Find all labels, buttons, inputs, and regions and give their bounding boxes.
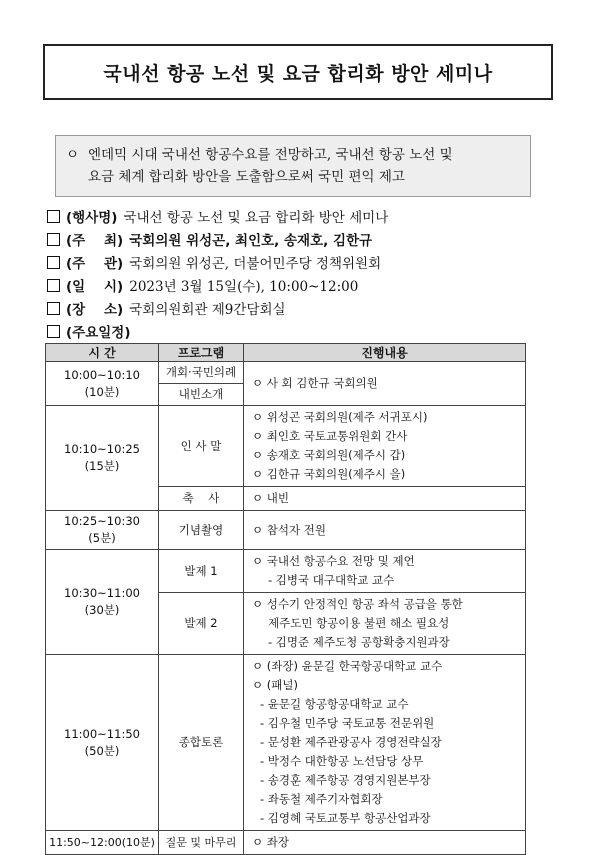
table-row [46,831,526,855]
time-range: 10:30~11:00 [64,586,140,600]
header-time: 시 간 [46,344,159,362]
content-line: ㅇ (패널) [252,678,298,692]
table-row [46,655,526,831]
content-cell [244,511,526,550]
info-value: 국회의원 위성곤, 더불어민주당 정책위원회 [129,256,382,272]
content-line: - 박정수 대한항공 노선담당 상무 [260,754,424,768]
checkbox-icon [47,210,60,223]
info-value: 2023년 3월 15일(수), 10:00~12:00 [129,279,359,295]
content-cell [244,593,526,655]
content-line: 제주도민 항공이용 불편 해소 필요성 [268,616,450,630]
summary-box [55,135,531,197]
content-line: - 김병국 대구대학교 교수 [268,573,395,587]
content-line: ㅇ 참석자 전원 [252,522,326,537]
table-row [46,362,526,384]
checkbox-icon [47,233,60,246]
info-key: (장 소) [66,302,124,318]
content-line: ㅇ 최인호 국토교통위원회 간사 [252,429,408,443]
content-cell [244,487,526,511]
info-venue [47,298,286,318]
content-line: - 문성환 제주관광공사 경영전략실장 [260,735,442,749]
content-line: - 김영혜 국토교통부 항공산업과장 [260,811,431,825]
info-organizer [47,252,381,272]
program-cell: 발제 1 [159,550,244,593]
header-content: 진행내용 [244,344,526,362]
program-cell: 발제 2 [159,593,244,655]
table-row [46,406,526,487]
info-event-name [47,206,388,226]
info-value: 국회의원회관 제9간담회실 [129,302,286,318]
content-line: - 송경훈 제주항공 경영지원본부장 [260,773,431,787]
program-cell: 인 사 말 [159,406,244,487]
content-line: - 윤문길 항공항공대학교 교수 [260,697,409,711]
program-cell: 기념촬영 [159,511,244,550]
time-range: 11:00~11:50 [64,726,140,741]
program-cell: 질문 및 마무리 [159,831,244,855]
info-key: (주 관) [66,256,124,272]
summary-bullet: ㅇ [66,147,80,163]
time-cell [46,655,159,831]
content-line: ㅇ 성수기 안정적인 항공 좌석 공급을 통한 [252,597,463,611]
content-line: ㅇ (좌장) 윤문길 한국항공대학교 교수 [252,659,443,673]
duration: (30분) [84,603,120,617]
content-line: ㅇ 위성곤 국회의원(제주 서귀포시) [252,410,428,424]
info-schedule [47,321,131,341]
content-line: ㅇ 내빈 [252,491,289,505]
duration: (15분) [84,459,120,473]
info-key: (주요일정) [66,325,131,341]
program-cell: 개회·국민의례 [159,362,244,384]
content-line: - 김명준 제주도청 공항확충지원과장 [268,635,450,649]
duration: (10분) [84,384,120,399]
summary-line-2: 요금 체계 합리화 방안을 도출함으로써 국민 편익 제고 [88,169,405,185]
checkbox-icon [47,279,60,292]
content-cell [244,362,526,406]
table-header-row [46,344,526,362]
document-title: 국내선 항공 노선 및 요금 합리화 방안 세미나 [43,44,553,100]
schedule-table [45,343,526,855]
time-range: 10:25~10:30 [64,514,140,528]
program-cell: 내빈소개 [159,384,244,406]
checkbox-icon [47,256,60,269]
content-line: ㅇ 좌장 [252,835,289,849]
info-key: (행사명) [66,210,118,226]
time-cell [46,362,159,406]
content-line: - 김우철 민주당 국토교통 전문위원 [260,716,435,730]
content-line: - 좌동철 제주기자협회장 [260,792,383,806]
duration: (5분) [88,531,116,545]
time-range: 10:10~10:25 [64,442,140,456]
info-value: 국내선 항공 노선 및 요금 합리화 방안 세미나 [123,210,389,226]
checkbox-icon [47,325,60,338]
content-line: ㅇ 송재호 국회의원(제주시 갑) [252,448,406,462]
checkbox-icon [47,302,60,315]
table-row [46,550,526,593]
duration: (50분) [84,743,120,758]
program-cell: 축 사 [159,487,244,511]
time-cell [46,511,159,550]
time-cell [46,406,159,511]
time-range: 10:00~10:10 [64,367,140,382]
content-line: ㅇ 사 회 김한규 국회의원 [252,376,378,390]
time-cell: 11:50~12:00(10분) [46,831,159,855]
content-cell [244,406,526,487]
info-key: (일 시) [66,279,124,295]
header-program: 프로그램 [159,344,244,362]
info-key: (주 최) [66,233,124,249]
info-value: 국회의원 위성곤, 최인호, 송재호, 김한규 [129,233,373,249]
time-cell [46,550,159,655]
info-datetime [47,275,358,295]
content-cell [244,655,526,831]
table-row [46,511,526,550]
content-line: ㅇ 국내선 항공수요 전망 및 제언 [252,554,415,568]
summary-line-1: 엔데믹 시대 국내선 항공수요를 전망하고, 국내선 항공 노선 및 [88,147,453,163]
content-cell [244,831,526,855]
content-line: ㅇ 김한규 국회의원(제주시 을) [252,467,406,481]
content-cell [244,550,526,593]
program-cell: 종합토론 [159,655,244,831]
info-host [47,229,372,249]
